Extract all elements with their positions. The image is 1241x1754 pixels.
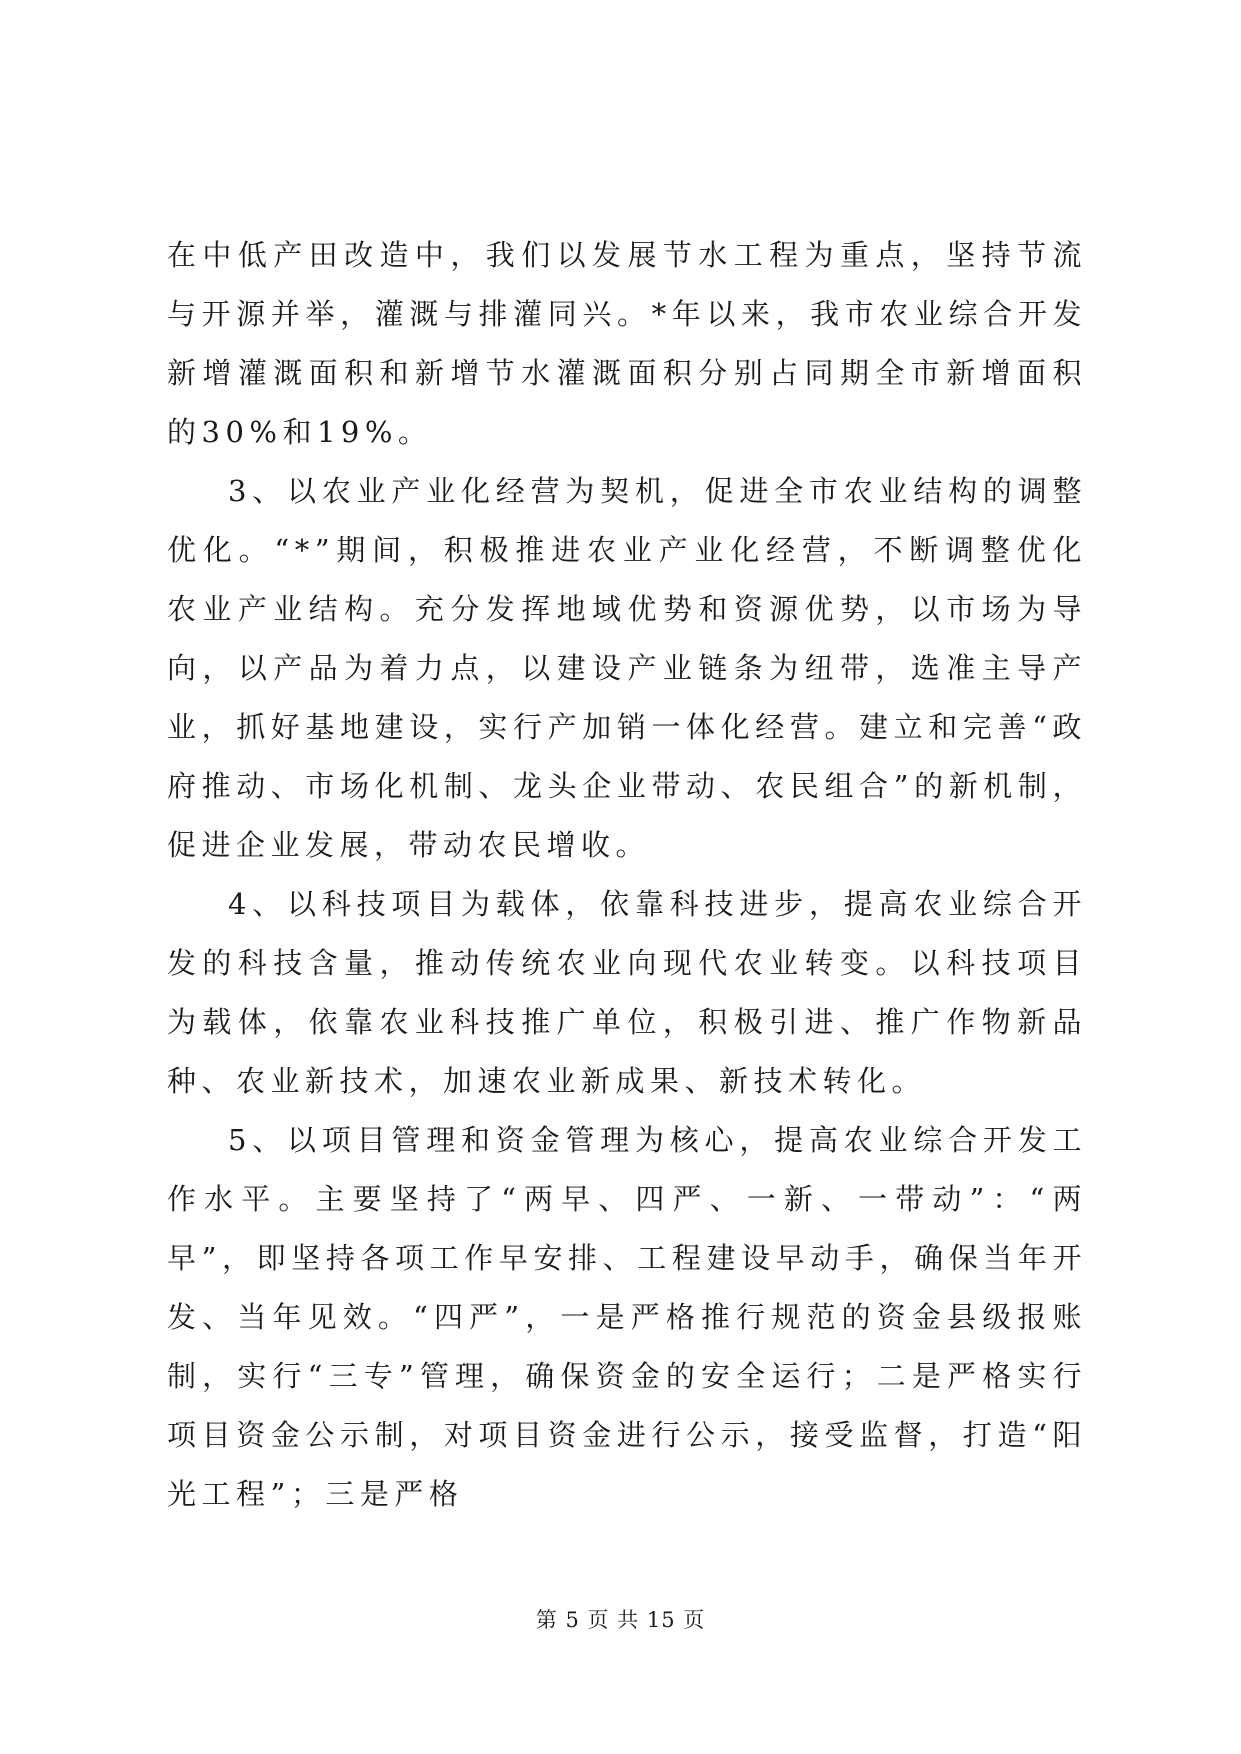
paragraph-4: 5、以项目管理和资金管理为核心，提高农业综合开发工作水平。主要坚持了“两早、四严、一新、一带动”：“两早”，即坚持各项工作早安排、工程建设早动手，确保当年开发、当年见效。“四严”，一是严格推行规范的资金县级报账制，实行“三专”管理，确保资金的安全运行；二是严格实行项目资金公示制，对项目资金进行公示，接受监督，打造“阳光工程”；三是严格	[167, 1123, 1087, 1511]
paragraph-1: 在中低产田改造中，我们以发展节水工程为重点，坚持节流与开源并举，灌溉与排灌同兴。*年以来，我市农业综合开发新增灌溉面积和新增节水灌溉面积分别占同期全市新增面积的30%和19%。	[167, 238, 1087, 449]
page-number-footer: 第 5 页 共 15 页	[535, 1608, 706, 1632]
paragraph-3: 4、以科技项目为载体，依靠科技进步，提高农业综合开发的科技含量，推动传统农业向现代农业转变。以科技项目为载体，依靠农业科技推广单位，积极引进、推广作物新品种、农业新技术，加速农业新成果、新技术转化。	[167, 887, 1087, 1098]
document-body	[167, 226, 1087, 1524]
paragraph-2: 3、以农业产业化经营为契机，促进全市农业结构的调整优化。“*”期间，积极推进农业产业化经营，不断调整优化农业产业结构。充分发挥地域优势和资源优势，以市场为导向，以产品为着力点，以建设产业链条为纽带，选准主导产业，抓好基地建设，实行产加销一体化经营。建立和完善“政府推动、市场化机制、龙头企业带动、农民组合”的新机制，促进企业发展，带动农民增收。	[167, 474, 1087, 862]
